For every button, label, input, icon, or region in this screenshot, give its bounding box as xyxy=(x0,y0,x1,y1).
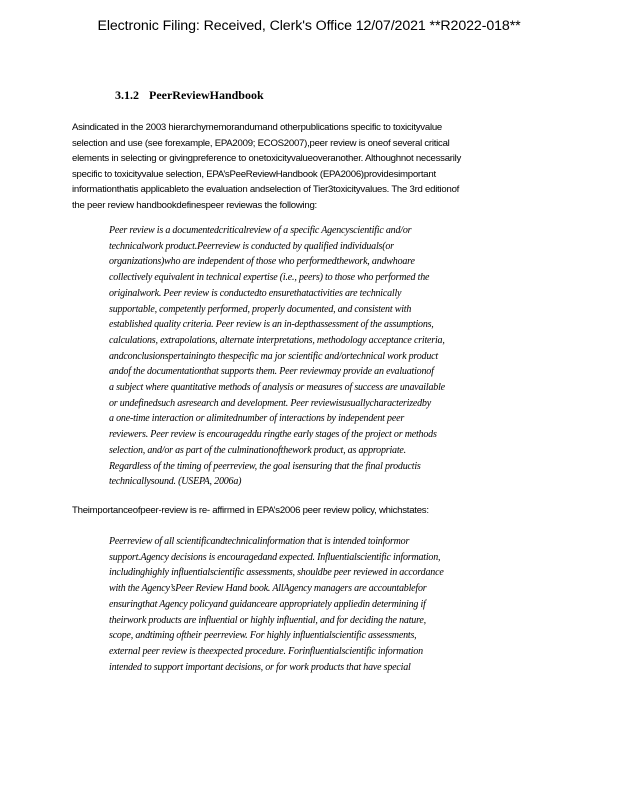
quote-line: originalwork. Peer review is conductedto ensurethatactivities are technically xyxy=(109,287,402,299)
quote-line: Peer review is a documentedcriticalreview of a specific Agencyscientific and/or xyxy=(109,225,412,236)
intro-line: Asindicated in the 2003 hierarchymemorandumand otherpublications specific to toxicityvalue xyxy=(72,122,442,133)
intro-line: elements in selecting or givingpreference to onetoxicityvalueoveranother. Althoughnot necessarily xyxy=(72,153,462,165)
quote-line: technicallysound. (USEPA, 2006a) xyxy=(109,476,242,488)
quote-line: Peerreview of all scientificandtechnicalinformation that is intended toinformor xyxy=(109,536,410,547)
section-title: PeerReviewHandbook xyxy=(149,88,264,102)
quote-line: established quality criteria. Peer review is an in-depthassessment of the assumptions, xyxy=(109,319,434,331)
quote-line: support.Agency decisions is encouragedand expected. Influentialscientific information, xyxy=(109,551,441,563)
quote-line: with the Agency’sPeer Review Hand book. AllAgency managers are accountablefor xyxy=(109,583,427,595)
quote-line: andof the documentationthat supports them. Peer reviewmay provide an evaluationof xyxy=(109,366,434,378)
intro-line: selection and use (see forexample, EPA2009; ECOS2007),peer review is oneof several critical xyxy=(72,137,450,149)
quote-line: intended to support important decisions, or for work products that have special xyxy=(109,661,411,673)
quote-line: collectively equivalent in technical expertise (i.e., peers) to those who performed the xyxy=(109,272,430,284)
filing-stamp-header: Electronic Filing: Received, Clerk's Office 12/07/2021 **R2022-018** xyxy=(97,18,521,34)
quote-line: selection, and/or as part of the culminationofthework product, as appropriate. xyxy=(109,444,406,456)
quote-line: theirwork products are influential or highly influential, and for deciding the nature, xyxy=(109,614,426,626)
quote-line: includinghighly influentialscientific assessments, shouldbe peer reviewed in accordance xyxy=(109,567,444,579)
quote-line: external peer review is theexpected procedure. Forinfluentialscientific information xyxy=(109,645,423,657)
quote-line: calculations, extrapolations, alternate interpretations, methodology acceptance criteria, xyxy=(109,334,445,346)
quote-line: reviewers. Peer review is encourageddu ringthe early stages of the project or methods xyxy=(109,429,437,441)
quote-line: Regardless of the timing of peerreview, the goal isensuring that the final productis xyxy=(109,460,421,472)
intro-line: informationthatis applicableto the evaluation andselection of Tier3toxicityvalues. The 3rd editionof xyxy=(72,184,460,196)
importance-paragraph xyxy=(72,503,429,519)
intro-paragraph xyxy=(72,120,461,214)
quote-line: technicalwork product.Peerreview is conducted by qualified individuals(or xyxy=(109,240,394,252)
peer-review-policy-quote xyxy=(109,534,444,675)
quote-line: supportable, competently performed, properly documented, and consistent with xyxy=(109,303,412,315)
quote-line: ensuringthat Agency policyand guidanceare appropriately appliedin determining if xyxy=(109,598,426,610)
quote-line: a one-time interaction or alimitednumber of interactions by independent peer xyxy=(109,413,405,425)
section-number: 3.1.2 xyxy=(115,88,139,102)
section-heading xyxy=(115,88,264,103)
intro-line: the peer review handbookdefinespeer reviewas the following: xyxy=(72,199,317,211)
quote-line: scope, andtiming oftheir peerreview. For highly influentialscientific assessments, xyxy=(109,630,417,642)
peer-review-definition-quote xyxy=(109,223,445,490)
intro-line: specific to toxicityvalue selection, EPA’sPeeReviewHandbook (EPA2006)providesimportant xyxy=(72,168,436,180)
quote-line: organizations)who are independent of those who performedthework, andwhoare xyxy=(109,256,415,268)
quote-line: or undefinedsuch asresearch and development. Peer reviewisusuallycharacterizedby xyxy=(109,397,431,409)
quote-line: andconclusionspertainingto thespecific ma jor scientific and/ortechnical work product xyxy=(109,350,438,362)
quote-line: a subject where quantitative methods of analysis or measures of success are unavailable xyxy=(109,382,445,394)
importance-line: Theimportanceofpeer-review is re- affirmed in EPA’s2006 peer review policy, whichstates: xyxy=(72,505,429,516)
